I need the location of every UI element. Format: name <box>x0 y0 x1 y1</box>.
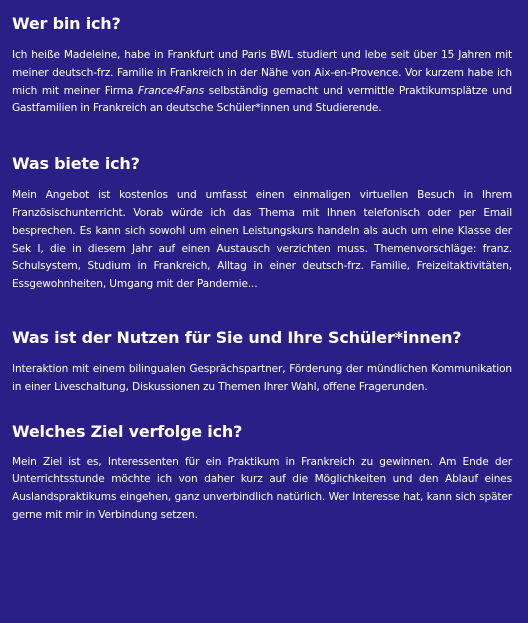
section-paragraph <box>12 47 512 118</box>
section-was-biete-ich <box>12 154 512 294</box>
section-paragraph: Interaktion mit einem bilingualen Gesprächspartner, Förderung der mündlichen Kommunikation in einer Liveschaltung, Diskussionen zu Themen Ihrer Wahl, offene Fragerunden. <box>12 362 512 393</box>
section-heading: Wer bin ich? <box>12 14 121 33</box>
section-heading: Was ist der Nutzen für Sie und Ihre Schüler*innen? <box>12 327 462 347</box>
section-ziel <box>12 422 512 525</box>
section-paragraph: Mein Angebot ist kostenlos und umfasst einen einmaligen virtuellen Besuch in Ihrem Französischunterricht. Vorab würde ich das Thema mit Ihnen telefonisch oder per Email besprechen. Es kann sich sowohl um einen Leistungskurs handeln als auch um eine Klasse der Sek I, die in diesem Jahr auf einen Austausch verzichten muss. Themenvorschläge: franz. Schulsystem, Studium in Frankreich, Alltag in einer deutsch-frz. Familie, Freizeitaktivitäten, Essgewohnheiten, Umgang mit der Pandemie... <box>12 189 512 291</box>
paragraph-text-part: Ich heiße Madeleine, habe in Frankfurt und Paris BWL studiert und lebe seit über 15 Jahren mit meiner deutsch-frz. Familie in Frankreich in der Nähe von Aix-en-Provence. Vor kurzem habe ich mich mit meiner Firma <box>12 49 512 97</box>
section-paragraph: Mein Ziel ist es, Interessenten für ein Praktikum in Frankreich zu gewinnen. Am Ende der Unterrichtsstunde möchte ich von daher kurz auf die Möglichkeiten und den Ablauf eines Auslandspraktikums eingehen, ganz unverbindlich natürlich. Wer Interesse hat, kann sich später gerne mit mir in Verbindung setzen. <box>12 455 512 521</box>
section-wer-bin-ich <box>12 14 512 118</box>
brand-name: France4Fans <box>138 84 204 97</box>
section-heading: Was biete ich? <box>12 154 140 174</box>
paragraph-text-part: selbständig gemacht und vermittle Praktikumsplätze und Gastfamilien in Frankreich an deutsche Schüler*innen und Studierende. <box>12 84 512 115</box>
section-heading: Welches Ziel verfolge ich? <box>12 421 243 441</box>
section-nutzen <box>12 328 512 397</box>
